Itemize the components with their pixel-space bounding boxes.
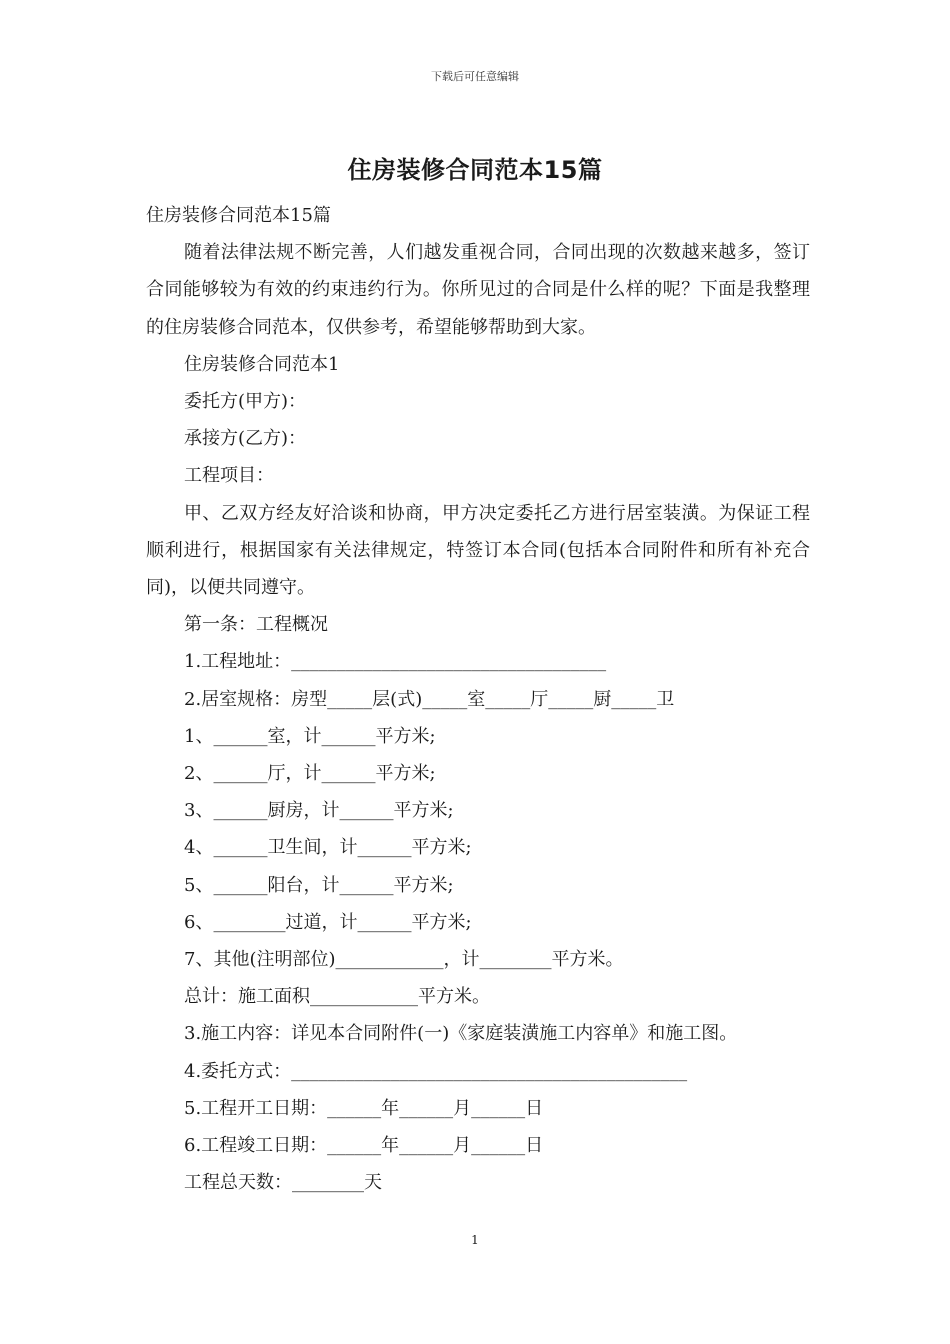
contract-line: 7、其他(注明部位)____________，计________平方米。	[184, 949, 624, 971]
contract-line: 3.施工内容：详见本合同附件(一)《家庭装潢施工内容单》和施工图。	[184, 1023, 738, 1045]
subtitle: 住房装修合同范本15篇	[146, 205, 331, 226]
document-title: 住房装修合同范本15篇	[347, 156, 603, 184]
contract-line: 2.居室规格：房型_____层(式)_____室_____厅_____厨_____卫	[184, 688, 675, 710]
page-number: 1	[471, 1233, 479, 1247]
section-heading: 住房装修合同范本1	[184, 353, 340, 375]
contract-line: 1、______室，计______平方米;	[184, 725, 436, 747]
contract-line: 3、______厨房，计______平方米;	[184, 800, 454, 822]
contract-line: 总计：施工面积____________平方米。	[184, 986, 490, 1008]
document-body	[146, 197, 810, 1201]
contract-line: 2、______厅，计______平方米;	[184, 763, 436, 785]
agreement-paragraph: 甲、乙双方经友好洽谈和协商，甲方决定委托乙方进行居室装潢。为保证工程顺利进行，根据国家有关法律规定，特签订本合同(包括本合同附件和所有补充合同)，以便共同遵守。	[146, 502, 810, 599]
contract-line: 5、______阳台，计______平方米;	[184, 874, 454, 896]
party-a-line: 委托方(甲方)：	[184, 391, 307, 413]
contract-line: 工程总天数：________天	[184, 1172, 382, 1194]
header-note: 下载后可任意编辑	[431, 70, 519, 83]
article-heading: 第一条：工程概况	[184, 614, 328, 636]
party-b-line: 承接方(乙方)：	[184, 428, 307, 450]
contract-line: 4.委托方式：____________________________________________	[184, 1060, 688, 1082]
contract-line: 1.工程地址：___________________________________	[184, 651, 607, 673]
contract-line: 4、______卫生间，计______平方米;	[184, 837, 472, 859]
intro-paragraph: 随着法律法规不断完善，人们越发重视合同，合同出现的次数越来越多，签订合同能够较为有效的约束违约行为。你所见过的合同是什么样的呢？下面是我整理的住房装修合同范本，仅供参考，希望能够帮助到大家。	[146, 242, 810, 338]
contract-line: 6.工程竣工日期：______年______月______日	[184, 1135, 544, 1157]
contract-line: 6、________过道，计______平方米;	[184, 911, 472, 933]
contract-line: 5.工程开工日期：______年______月______日	[184, 1097, 544, 1119]
project-line: 工程项目：	[184, 465, 274, 487]
